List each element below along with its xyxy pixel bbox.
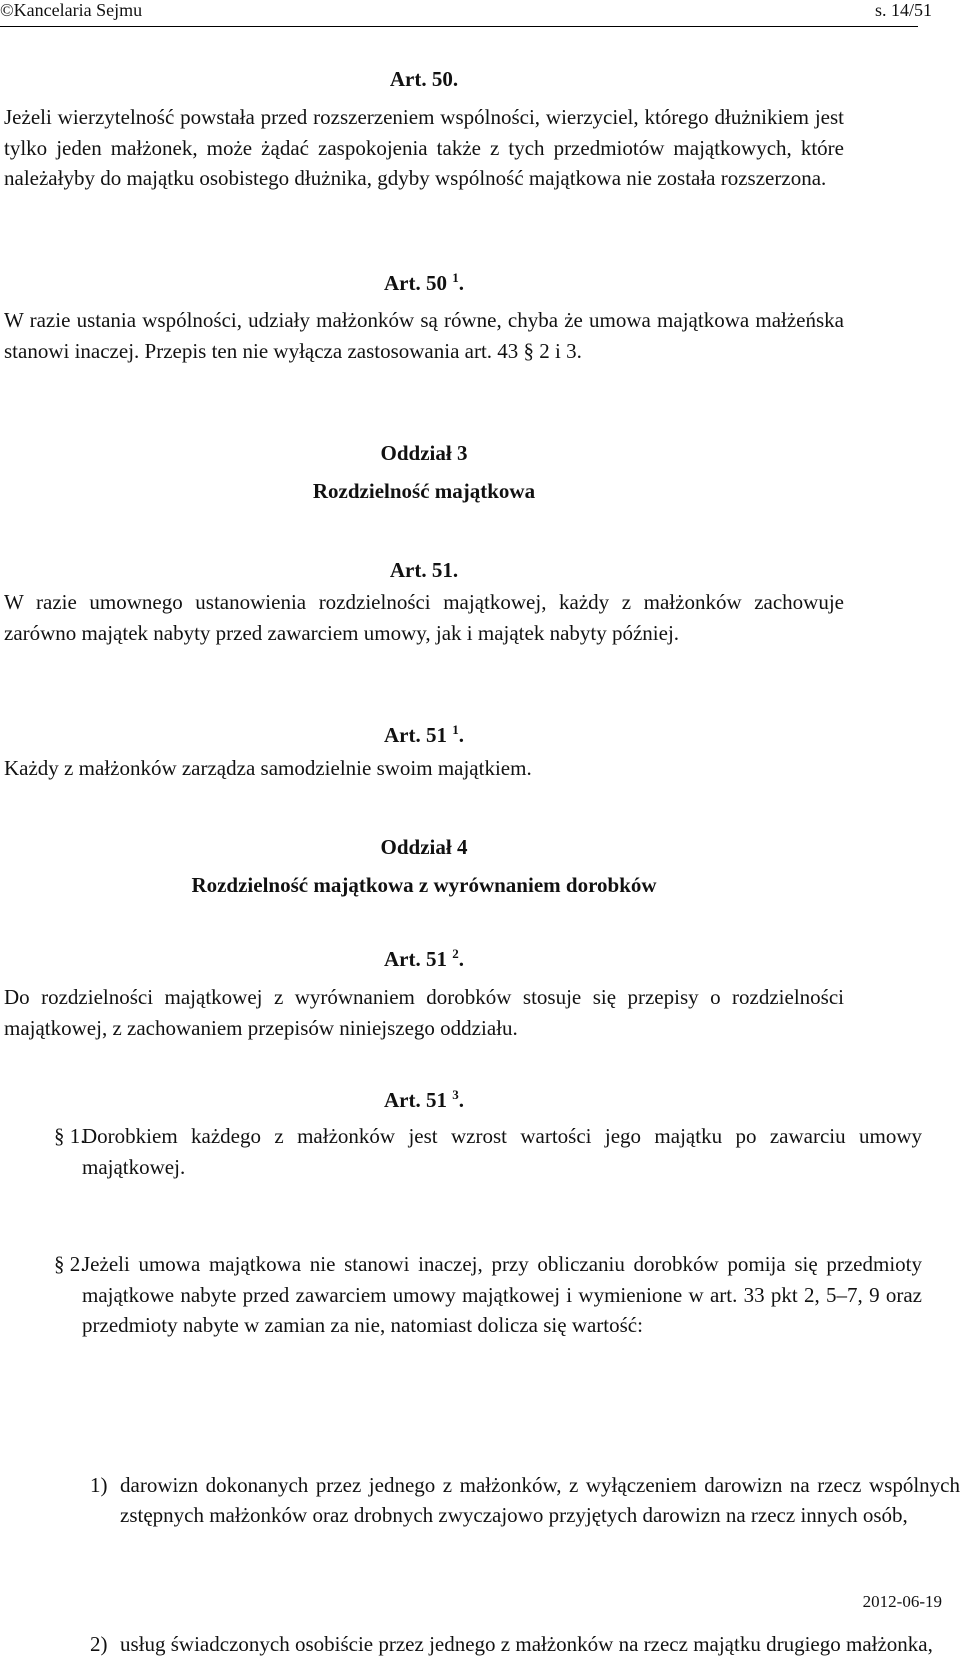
section-4-title: Oddział 4	[4, 832, 844, 863]
art-50-text: Jeżeli wierzytelność powstała przed rozszerzeniem wspólności, wierzyciel, którego dłużnikiem jest tylko jeden małżonek, może żądać zaspokojenia także z tych przedmiotów majątkowych, które należałyby do majątku osobistego dłużnika, gdyby wspólność majątkowa nie została rozszerzona.	[4, 102, 844, 194]
art-title-main: Art. 51	[384, 1088, 447, 1112]
art-51-3-title	[4, 1085, 844, 1116]
point-item	[4, 1470, 960, 1531]
art-title-sup: 1	[452, 270, 459, 285]
art-51-title: Art. 51.	[4, 555, 844, 586]
paragraph-item	[4, 1121, 922, 1182]
point-item	[4, 1629, 960, 1659]
art-51-2-text: Do rozdzielności majątkowej z wyrównaniem dorobków stosuje się przepisy o rozdzielności majątkowej, z zachowaniem przepisów niniejszego oddziału.	[4, 982, 844, 1043]
art-51-text: W razie umownego ustanowienia rozdzielności majątkowej, każdy z małżonków zachowuje zarówno majątek nabyty przed zawarciem umowy, jak i majątek nabyty później.	[4, 587, 844, 648]
art-title-end: .	[459, 271, 464, 295]
paragraph-text: Jeżeli umowa majątkowa nie stanowi inaczej, przy obliczaniu dorobków pomija się przedmioty majątkowe nabyte przed zawarciem umowy majątkowej i wymienione w art. 33 pkt 2, 5–7, 9 oraz przedmioty nabyte w zamian za nie, natomiast dolicza się wartość:	[82, 1252, 922, 1337]
art-title-main: Art. 51	[384, 947, 447, 971]
art-title-end: .	[459, 1088, 464, 1112]
art-51-1-title	[4, 720, 844, 751]
art-50-1-text: W razie ustania wspólności, udziały małżonków są równe, chyba że umowa majątkowa małżeńska stanowi inaczej. Przepis ten nie wyłącza zastosowania art. 43 § 2 i 3.	[4, 305, 844, 366]
art-title-end: .	[459, 947, 464, 971]
footer-date: 2012-06-19	[863, 1592, 942, 1612]
art-50-1-title	[4, 268, 844, 299]
paragraph-mark: § 2.	[54, 1249, 86, 1280]
art-51-2-title	[4, 944, 844, 975]
art-51-1-text: Każdy z małżonków zarządza samodzielnie swoim majątkiem.	[4, 753, 844, 784]
point-text: darowizn dokonanych przez jednego z małżonków, z wyłączeniem darowizn na rzecz wspólnych zstępnych małżonków oraz drobnych zwyczajowo przyjętych darowizn na rzecz innych osób,	[120, 1473, 960, 1528]
paragraph-mark: § 1.	[54, 1121, 86, 1152]
paragraph-text: Dorobkiem każdego z małżonków jest wzrost wartości jego majątku po zawarciu umowy majątkowej.	[82, 1124, 922, 1179]
header-publisher: ©Kancelaria Sejmu	[0, 0, 142, 21]
section-3-title: Oddział 3	[4, 438, 844, 469]
art-title-main: Art. 50	[384, 271, 447, 295]
point-mark: 1)	[90, 1470, 108, 1501]
art-title-end: .	[459, 723, 464, 747]
art-50-title: Art. 50.	[4, 64, 844, 95]
section-4-subtitle: Rozdzielność majątkowa z wyrównaniem dorobków	[4, 870, 844, 901]
header-page-number: s. 14/51	[875, 0, 932, 21]
point-text: usług świadczonych osobiście przez jednego z małżonków na rzecz majątku drugiego małżonka,	[120, 1632, 933, 1656]
art-title-sup: 2	[452, 946, 459, 961]
section-3-subtitle: Rozdzielność majątkowa	[4, 476, 844, 507]
paragraph-item	[4, 1249, 922, 1341]
art-title-sup: 1	[452, 722, 459, 737]
point-mark: 2)	[90, 1629, 108, 1659]
art-title-sup: 3	[452, 1087, 459, 1102]
header-divider	[0, 26, 918, 27]
art-title-main: Art. 51	[384, 723, 447, 747]
